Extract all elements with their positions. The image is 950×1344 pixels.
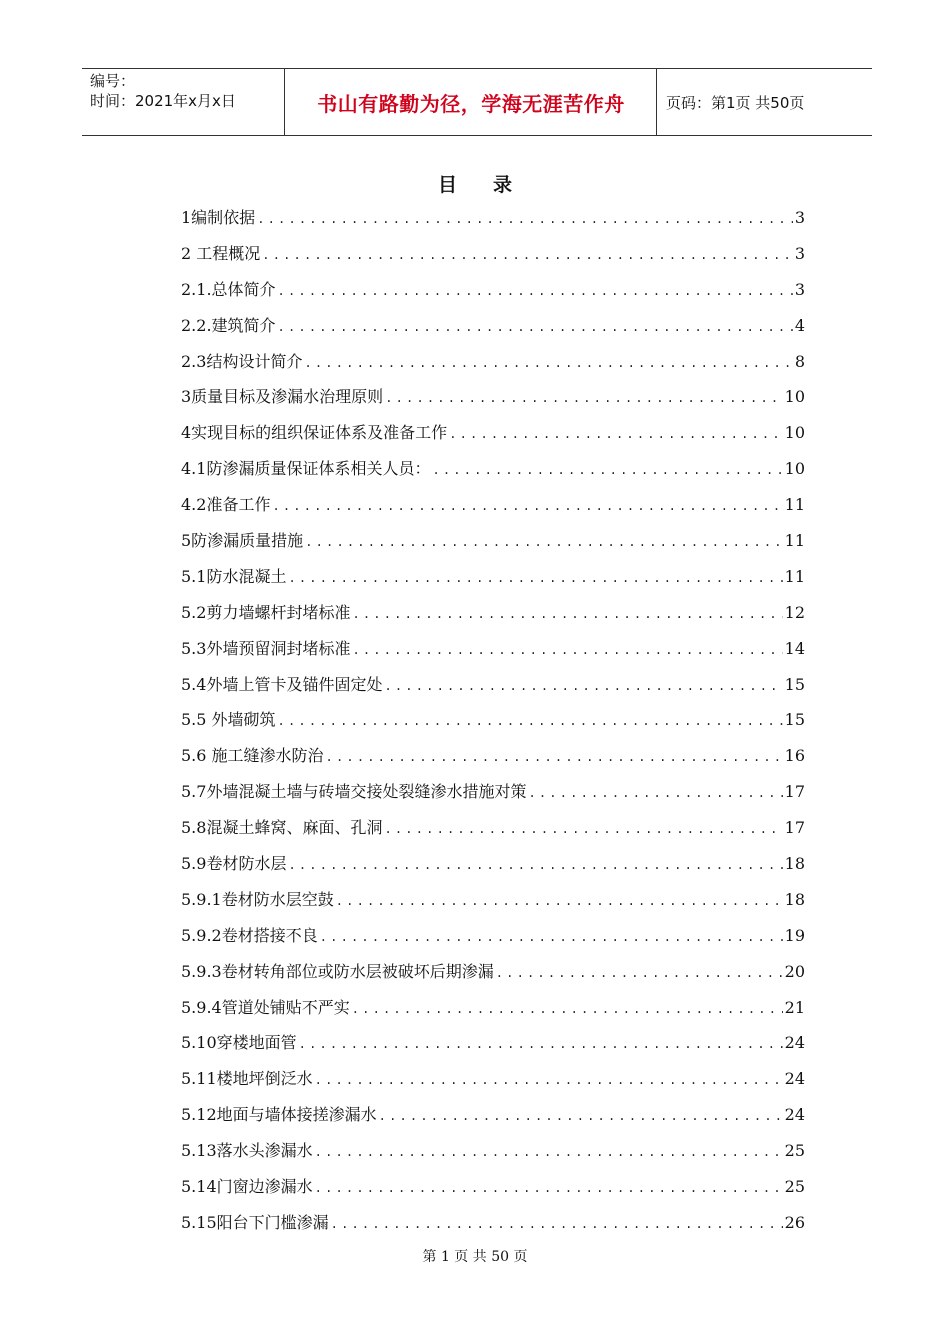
toc-entry-title: 2.1.总体简介 <box>181 279 276 299</box>
toc-entry[interactable] <box>181 1097 805 1133</box>
toc-entry-title: 5.4外墙上管卡及锚件固定处 <box>181 674 383 694</box>
toc-dot-leader <box>379 1099 783 1135</box>
toc-entry[interactable] <box>181 631 805 667</box>
toc-entry-title: 5.6 施工缝渗水防治 <box>181 746 324 766</box>
toc-dot-leader <box>352 597 782 633</box>
header-motto: 书山有路勤为径，学海无涯苦作舟 <box>317 91 625 116</box>
toc-entry[interactable] <box>181 1133 805 1169</box>
toc-entry[interactable] <box>181 200 805 236</box>
toc-entry-page: 3 <box>794 243 805 263</box>
header-meta <box>90 71 236 111</box>
toc-entry-title: 5.9.2卷材搭接不良 <box>181 925 318 945</box>
toc-entry-page: 15 <box>784 674 805 694</box>
toc-title <box>0 170 950 197</box>
toc-entry[interactable] <box>181 990 805 1026</box>
toc-entry-page: 11 <box>784 531 805 551</box>
toc-entry-title: 5.13落水头渗漏水 <box>181 1141 313 1161</box>
toc-entry[interactable] <box>181 810 805 846</box>
toc-dot-leader <box>315 1171 783 1207</box>
toc-entry-title: 5.9.1卷材防水层空鼓 <box>181 889 334 909</box>
toc-entry-page: 24 <box>784 1105 805 1125</box>
toc-dot-leader <box>320 920 783 956</box>
toc-entry[interactable] <box>181 1169 805 1205</box>
toc-dot-leader <box>288 848 782 884</box>
toc-entry[interactable] <box>181 451 805 487</box>
toc-entry[interactable] <box>181 846 805 882</box>
toc-dot-leader <box>528 776 782 812</box>
toc-dot-leader <box>278 310 793 346</box>
toc-dot-leader <box>336 884 783 920</box>
toc-entry-title: 1编制依据 <box>181 208 256 227</box>
toc-entry-page: 3 <box>794 279 805 299</box>
toc-entry-page: 19 <box>784 925 805 945</box>
toc-entry[interactable] <box>181 344 805 380</box>
toc-entry-title: 2.2.建筑简介 <box>181 315 276 335</box>
toc-entry-title: 5防渗漏质量措施 <box>181 531 304 551</box>
toc-entry-page: 4 <box>794 315 805 335</box>
toc-entry-page: 8 <box>794 351 805 371</box>
toc-entry-page: 10 <box>784 459 805 479</box>
toc-entry-page: 18 <box>784 854 805 874</box>
page-header <box>82 68 872 136</box>
toc-dot-leader <box>385 381 782 417</box>
toc-entry[interactable] <box>181 1025 805 1061</box>
toc-entry[interactable] <box>181 1061 805 1097</box>
toc-entry-title: 5.14门窗边渗漏水 <box>181 1177 313 1197</box>
toc-entry-title: 4.2准备工作 <box>181 495 271 515</box>
toc-dot-leader <box>352 633 782 669</box>
toc-dot-leader <box>299 1027 783 1063</box>
toc-entry[interactable] <box>181 954 805 990</box>
toc-entry-title: 3质量目标及渗漏水治理原则 <box>181 387 384 407</box>
toc-dot-leader <box>384 669 782 705</box>
toc-entry-page: 12 <box>784 602 805 622</box>
table-of-contents <box>181 200 805 1241</box>
toc-entry-page: 3 <box>794 208 805 227</box>
toc-entry-title: 5.7外墙混凝土墙与砖墙交接处裂缝渗水措施对策 <box>181 782 527 802</box>
document-number-label: 编号： <box>90 72 136 90</box>
toc-entry[interactable] <box>181 559 805 595</box>
toc-entry-title: 5.12地面与墙体接搓渗漏水 <box>181 1105 377 1125</box>
toc-entry[interactable] <box>181 702 805 738</box>
toc-entry-page: 17 <box>784 782 805 802</box>
toc-entry-page: 18 <box>784 889 805 909</box>
toc-entry-page: 14 <box>784 638 805 658</box>
toc-entry-page: 21 <box>784 997 805 1017</box>
toc-entry[interactable] <box>181 523 805 559</box>
toc-dot-leader <box>288 561 782 597</box>
toc-dot-leader <box>384 812 782 848</box>
toc-entry[interactable] <box>181 918 805 954</box>
toc-entry-page: 16 <box>784 746 805 766</box>
toc-dot-leader <box>315 1063 783 1099</box>
toc-entry-title: 4实现目标的组织保证体系及准备工作 <box>181 423 448 443</box>
toc-entry-title: 5.8混凝土蜂窝、麻面、孔洞 <box>181 818 383 838</box>
toc-entry-title: 4.1防渗漏质量保证体系相关人员： <box>181 459 431 479</box>
toc-entry[interactable] <box>181 1205 805 1241</box>
toc-entry-title: 5.10穿楼地面管 <box>181 1033 297 1053</box>
toc-title-char: 录 <box>493 174 513 196</box>
toc-entry-page: 15 <box>784 710 805 730</box>
toc-entry-title: 5.9.4管道处铺贴不严实 <box>181 997 350 1017</box>
toc-entry[interactable] <box>181 667 805 703</box>
toc-dot-leader <box>315 1135 783 1171</box>
toc-entry-title: 5.15阳台下门槛渗漏 <box>181 1212 329 1232</box>
toc-entry[interactable] <box>181 487 805 523</box>
toc-entry-title: 2.3结构设计简介 <box>181 351 303 371</box>
toc-entry[interactable] <box>181 236 805 272</box>
toc-dot-leader <box>432 453 782 489</box>
toc-dot-leader <box>257 202 793 238</box>
toc-entry-title: 5.3外墙预留洞封堵标准 <box>181 638 351 658</box>
toc-entry-page: 25 <box>784 1177 805 1197</box>
document-date: 时间：2021年x月x日 <box>90 92 236 110</box>
toc-dot-leader <box>352 992 783 1028</box>
toc-dot-leader <box>262 238 793 274</box>
toc-entry-page: 17 <box>784 818 805 838</box>
toc-entry[interactable] <box>181 308 805 344</box>
toc-title-char: 目 <box>437 174 457 196</box>
toc-entry[interactable] <box>181 595 805 631</box>
toc-entry-page: 11 <box>784 566 805 586</box>
toc-dot-leader <box>331 1207 783 1243</box>
toc-entry-page: 26 <box>784 1212 805 1232</box>
toc-entry[interactable] <box>181 272 805 308</box>
page-footer: 第 1 页 共 50 页 <box>422 1249 528 1265</box>
toc-entry-title: 5.9卷材防水层 <box>181 854 287 874</box>
toc-entry-title: 5.1防水混凝土 <box>181 566 287 586</box>
toc-entry[interactable] <box>181 882 805 918</box>
toc-dot-leader <box>304 346 792 382</box>
toc-entry-page: 24 <box>784 1033 805 1053</box>
toc-entry[interactable] <box>181 415 805 451</box>
toc-entry-title: 2 工程概况 <box>181 243 261 263</box>
toc-dot-leader <box>496 956 783 992</box>
toc-dot-leader <box>278 274 793 310</box>
toc-entry[interactable] <box>181 774 805 810</box>
header-divider <box>284 69 285 135</box>
toc-entry-page: 10 <box>784 423 805 443</box>
toc-dot-leader <box>272 489 782 525</box>
toc-entry-page: 20 <box>784 961 805 981</box>
header-page-info: 页码：第1页 共50页 <box>666 93 805 112</box>
toc-entry-page: 25 <box>784 1141 805 1161</box>
toc-dot-leader <box>449 417 782 453</box>
toc-entry-page: 11 <box>784 495 805 515</box>
toc-entry[interactable] <box>181 738 805 774</box>
toc-entry-page: 24 <box>784 1069 805 1089</box>
toc-dot-leader <box>326 740 783 776</box>
toc-entry-title: 5.5 外墙砌筑 <box>181 710 276 730</box>
toc-entry-page: 10 <box>784 387 805 407</box>
toc-entry-title: 5.11楼地坪倒泛水 <box>181 1069 313 1089</box>
toc-dot-leader <box>305 525 782 561</box>
header-divider <box>656 69 657 135</box>
toc-entry-title: 5.2剪力墙螺杆封堵标准 <box>181 602 351 622</box>
toc-entry-title: 5.9.3卷材转角部位或防水层被破坏后期渗漏 <box>181 961 494 981</box>
toc-dot-leader <box>278 704 783 740</box>
toc-entry[interactable] <box>181 379 805 415</box>
